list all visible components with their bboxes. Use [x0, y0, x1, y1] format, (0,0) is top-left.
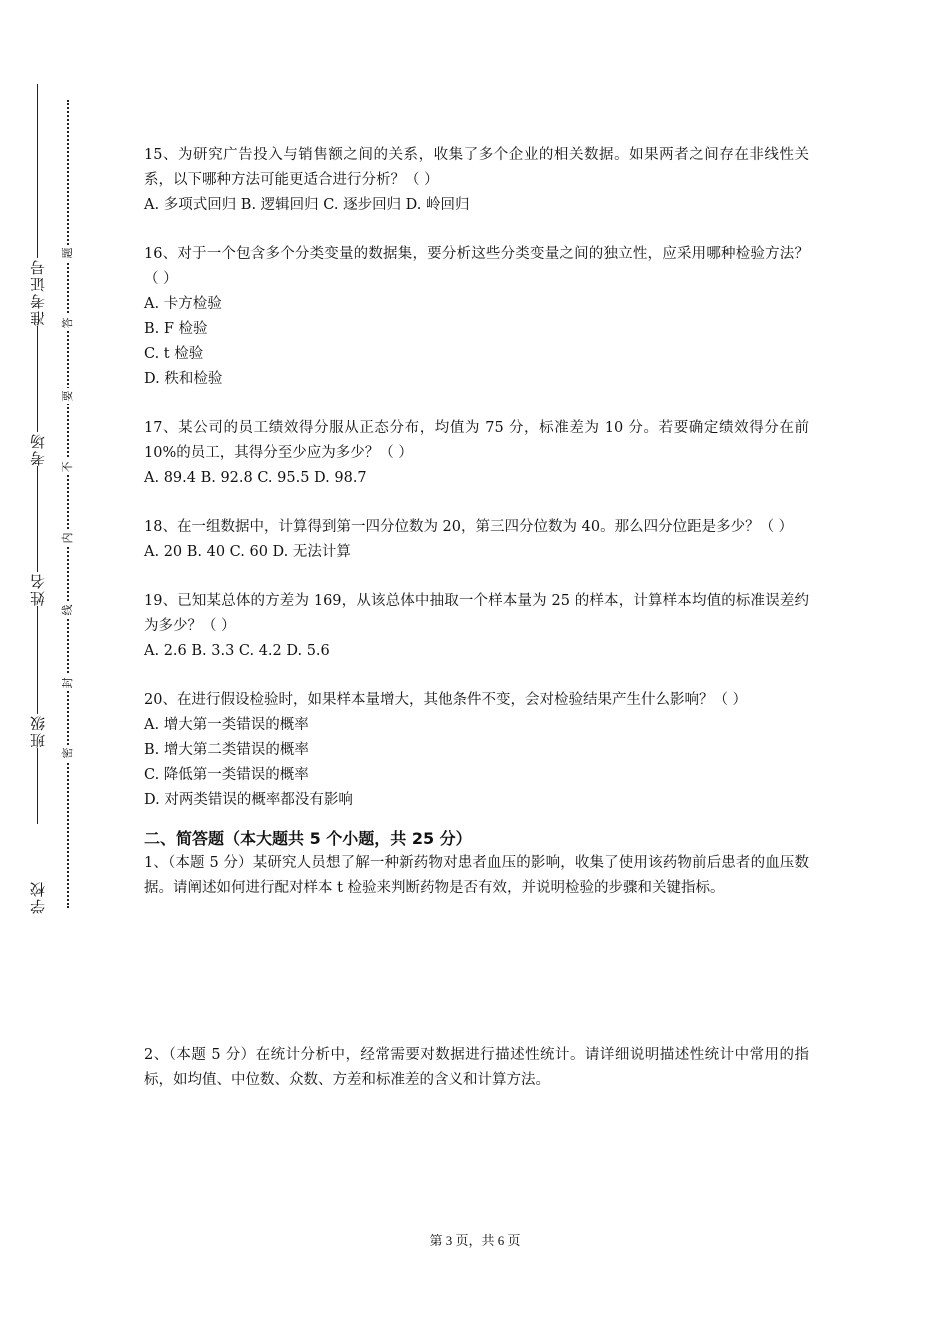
question-options: [144, 292, 809, 392]
exam-content: [144, 143, 809, 1093]
seal-char: 不: [61, 459, 75, 475]
short-answer-question-1: 1、（本题 5 分）某研究人员想了解一种新药物对患者血压的影响，收集了使用该药物前后患者的血压数据。请阐述如何进行配对样本 t 检验来判断药物是否有效，并说明检验的步骤和关键指标。: [144, 855, 809, 896]
option-d: D. 对两类错误的概率都没有影响: [144, 792, 353, 808]
seal-char: 线: [61, 602, 75, 618]
question-options: [144, 540, 809, 565]
option-line: A. 2.6 B. 3.3 C. 4.2 D. 5.6: [144, 643, 330, 659]
option-line: A. 89.4 B. 92.8 C. 95.5 D. 98.7: [144, 470, 367, 486]
question-15: [144, 143, 809, 218]
question-stem: 15、为研究广告投入与销售额之间的关系，收集了多个企业的相关数据。如果两者之间存在非线性关系，以下哪种方法可能更适合进行分析？（ ）: [144, 147, 809, 188]
option-line: A. 20 B. 40 C. 60 D. 无法计算: [144, 544, 351, 560]
seal-char: 密: [61, 745, 75, 761]
seal-char: 答: [61, 315, 75, 331]
question-20: [144, 688, 809, 813]
question-17: [144, 416, 809, 491]
seal-char: 内: [61, 530, 75, 546]
question-stem: 18、在一组数据中，计算得到第一四分位数为 20，第三四分位数为 40。那么四分位距是多少？（ ）: [144, 519, 794, 535]
binding-margin: [0, 0, 95, 1344]
question-stem: 16、对于一个包含多个分类变量的数据集，要分析这些分类变量之间的独立性，应采用哪种检验方法？（ ）: [144, 246, 809, 287]
option-a: A. 增大第一类错误的概率: [144, 717, 309, 733]
question-options: [144, 639, 809, 664]
seal-char: 要: [61, 388, 75, 404]
question-stem: 19、已知某总体的方差为 169，从该总体中抽取一个样本量为 25 的样本，计算样本均值的标准误差约为多少？（ ）: [144, 593, 809, 634]
question-stem: 20、在进行假设检验时，如果样本量增大，其他条件不变，会对检验结果产生什么影响？（ ）: [144, 692, 748, 708]
short-answer-question-2: 2、（本题 5 分）在统计分析中，经常需要对数据进行描述性统计。请详细说明描述性统计中常用的指标，如均值、中位数、众数、方差和标准差的含义和计算方法。: [144, 1047, 809, 1088]
binding-dotted-line: [67, 100, 69, 908]
question-stem: 17、某公司的员工绩效得分服从正态分布，均值为 75 分，标准差为 10 分。若要确定绩效得分在前 10%的员工，其得分至少应为多少？（ ）: [144, 420, 809, 461]
option-d: D. 秩和检验: [144, 371, 223, 387]
seal-char: 封: [61, 675, 75, 691]
question-16: [144, 242, 809, 392]
option-c: C. 降低第一类错误的概率: [144, 767, 309, 783]
option-c: C. t 检验: [144, 346, 204, 362]
option-a: A. 卡方检验: [144, 296, 222, 312]
option-line: A. 多项式回归 B. 逻辑回归 C. 逐步回归 D. 岭回归: [144, 197, 470, 213]
field-exam-number-label: 准考证号: [26, 258, 50, 326]
option-b: B. 增大第二类错误的概率: [144, 742, 309, 758]
seal-char: 题: [61, 245, 75, 261]
question-18: [144, 515, 809, 565]
question-19: [144, 589, 809, 664]
page-footer: 第 3 页，共 6 页: [429, 1233, 521, 1248]
question-options: [144, 466, 809, 491]
field-name-label: 姓名: [26, 572, 50, 606]
question-options: [144, 193, 809, 218]
question-options: [144, 713, 809, 813]
field-exam-room-label: 考场: [26, 432, 50, 466]
section-title: 二、简答题（本大题共 5 个小题，共 25 分）: [144, 829, 472, 848]
field-school-label: 学校: [26, 880, 50, 914]
field-class-label: 班级: [26, 714, 50, 748]
option-b: B. F 检验: [144, 321, 208, 337]
